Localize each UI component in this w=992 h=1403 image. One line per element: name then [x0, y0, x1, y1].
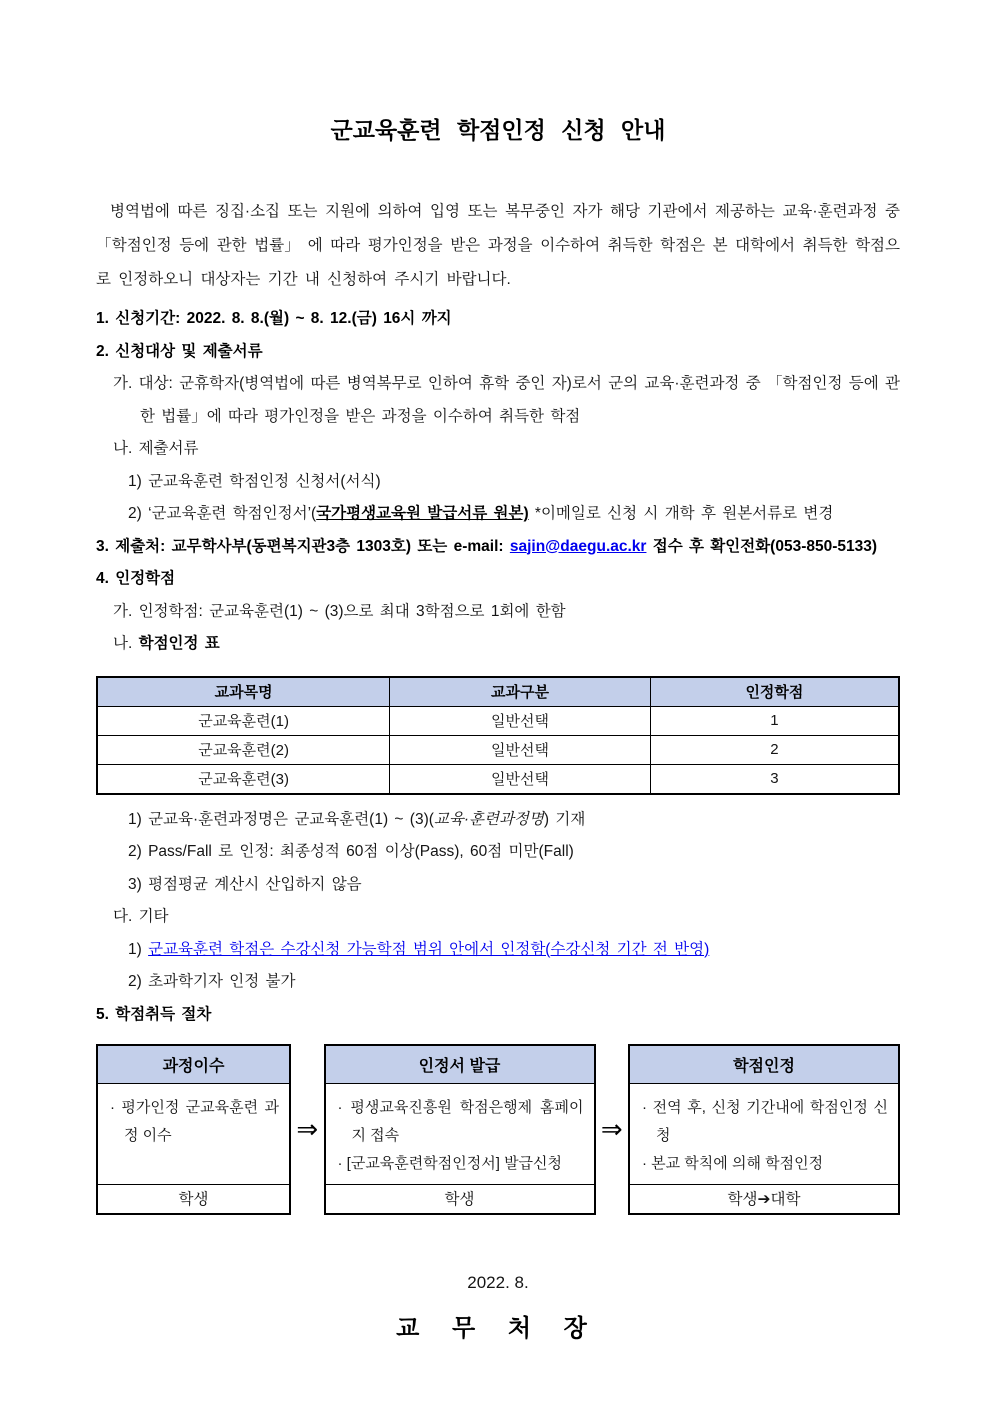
signature-dean-of-academic-affairs: 교 무 처 장 [396, 1315, 600, 1342]
table-label-prefix: 나. [113, 635, 139, 652]
note-1-italic: 교육·훈련과정명 [433, 810, 544, 828]
section-4-table-label [96, 628, 900, 661]
flow-box-2-header: 인정서 발급 [326, 1046, 594, 1084]
flow-box-3-line-2: · 본교 학칙에 의해 학점인정 [642, 1155, 824, 1172]
cell-credit-1: 1 [650, 706, 899, 735]
flow-box-3-line-1: · 전역 후, 신청 기간내에 학점인정 신청 [642, 1099, 888, 1144]
section-etc-heading: 다. 기타 [113, 908, 169, 925]
credit-limit-link[interactable]: 군교육훈련 학점은 수강신청 가능학점 범위 안에서 인정함(수강신청 기간 전 반영) [148, 940, 710, 958]
section-1-application-period: 1. 신청기간: 2022. 8. 8.(월) ~ 8. 12.(금) 16시 까지 [96, 310, 452, 327]
email-link[interactable]: sajin@daegu.ac.kr [509, 537, 647, 555]
flow-box-1-header: 과정이수 [98, 1046, 289, 1084]
cell-subject-3: 군교육훈련(3) [97, 764, 390, 794]
note-1-prefix: 1) 군교육·훈련과정명은 군교육훈련(1) ~ (3)( [128, 810, 434, 828]
credit-table [96, 676, 900, 795]
section-3-suffix: 접수 후 확인전화(053-850-5133) [646, 537, 878, 555]
col-header-credits: 인정학점 [650, 677, 899, 707]
col-header-subject-name: 교과목명 [97, 677, 390, 707]
credit-table-header-row [97, 677, 899, 707]
intro-paragraph: 병역법에 따른 징집·소집 또는 지원에 의하여 입영 또는 복무중인 자가 해당 기관에서 제공하는 교육·훈련과정 중 「학점인정 등에 관한 법률」 에 따라 평가인정을 받은 과정을 이수하여 취득한 학점은 본 대학에서 취득한 학점으로 인정하오니 대상자는 기간 내 신청하여 주시기 바랍니다. [96, 203, 900, 288]
credit-procedure-flowchart [96, 1044, 900, 1215]
cell-type-2: 일반선택 [390, 735, 651, 764]
flow-box-certificate-issuance [324, 1044, 596, 1215]
section-2-heading: 2. 신청대상 및 제출서류 [96, 342, 263, 360]
etc-item-1 [96, 934, 900, 967]
flow-box-1-line-1: · 평가인정 군교육훈련 과정 이수 [110, 1099, 279, 1144]
issue-date: 2022. 8. [467, 1273, 529, 1292]
flow-box-3-footer: 학생➔대학 [630, 1184, 898, 1213]
doc-title: 군교육훈련 학점인정 신청 안내 [330, 117, 666, 143]
section-2-doc-1: 1) 군교육훈련 학점인정 신청서(서식) [128, 472, 381, 490]
section-2-target: 가. 대상: 군휴학자(병역법에 따른 병역복무로 인하여 휴학 중인 자)로서 군의 교육·훈련과정 중 「학점인정 등에 관한 법률」에 따라 평가인정을 받은 과정을 이수하여 취득한 학점 [113, 375, 900, 425]
cell-subject-1: 군교육훈련(1) [97, 706, 390, 735]
col-header-subject-type: 교과구분 [390, 677, 651, 707]
cell-credit-2: 2 [650, 735, 899, 764]
table-row [97, 735, 899, 764]
etc-1-number: 1) [128, 940, 149, 958]
cell-type-3: 일반선택 [390, 764, 651, 794]
cell-credit-3: 3 [650, 764, 899, 794]
flow-box-1-footer: 학생 [98, 1184, 289, 1213]
flow-box-2-line-1: · 평생교육진흥원 학점은행제 홈페이지 접속 [337, 1099, 584, 1144]
flow-box-course-completion [96, 1044, 291, 1215]
flow-box-2-body [326, 1084, 594, 1184]
table-note-3: 3) 평점평균 계산시 산입하지 않음 [128, 875, 362, 893]
table-row [97, 706, 899, 735]
note-1-suffix: ) 기재 [543, 810, 586, 828]
etc-item-2: 2) 초과학기자 인정 불가 [128, 973, 296, 990]
doc-2-prefix: 2) ‘군교육훈련 학점인정서’( [128, 505, 317, 522]
flow-box-2-footer: 학생 [326, 1184, 594, 1213]
flow-arrow-2-icon: ⇒ [600, 1114, 623, 1144]
section-2-doc-2 [96, 498, 900, 531]
section-3-submission [96, 531, 900, 564]
flow-arrow-1-icon: ⇒ [296, 1114, 319, 1144]
section-4-credit: 가. 인정학점: 군교육훈련(1) ~ (3)으로 최대 3학점으로 1회에 한함 [113, 602, 566, 620]
section-3-prefix: 3. 제출처: 교무학사부(동편복지관3층 1303호) 또는 e-mail: [96, 537, 510, 555]
flow-box-3-body [630, 1084, 898, 1184]
cell-type-1: 일반선택 [390, 706, 651, 735]
section-4-heading: 4. 인정학점 [96, 570, 176, 587]
flow-box-2-line-2: · [군교육훈련학점인정서] 발급신청 [337, 1155, 563, 1172]
doc-2-emphasis: 국가평생교육원 발급서류 원본) [316, 505, 529, 522]
section-2-docs-heading: 나. 제출서류 [113, 440, 199, 457]
cell-subject-2: 군교육훈련(2) [97, 735, 390, 764]
doc-2-suffix: *이메일로 신청 시 개학 후 원본서류로 변경 [528, 505, 834, 522]
table-label-bold: 학점인정 표 [138, 635, 220, 652]
table-note-1 [96, 804, 900, 837]
table-row [97, 764, 899, 794]
flow-box-1-body [98, 1084, 289, 1184]
flow-box-3-header: 학점인정 [630, 1046, 898, 1084]
table-note-2: 2) Pass/Fall 로 인정: 최종성적 60점 이상(Pass), 60점 미만(Fall) [128, 843, 574, 860]
flow-box-credit-recognition [628, 1044, 900, 1215]
section-5-heading: 5. 학점취득 절차 [96, 1005, 212, 1023]
